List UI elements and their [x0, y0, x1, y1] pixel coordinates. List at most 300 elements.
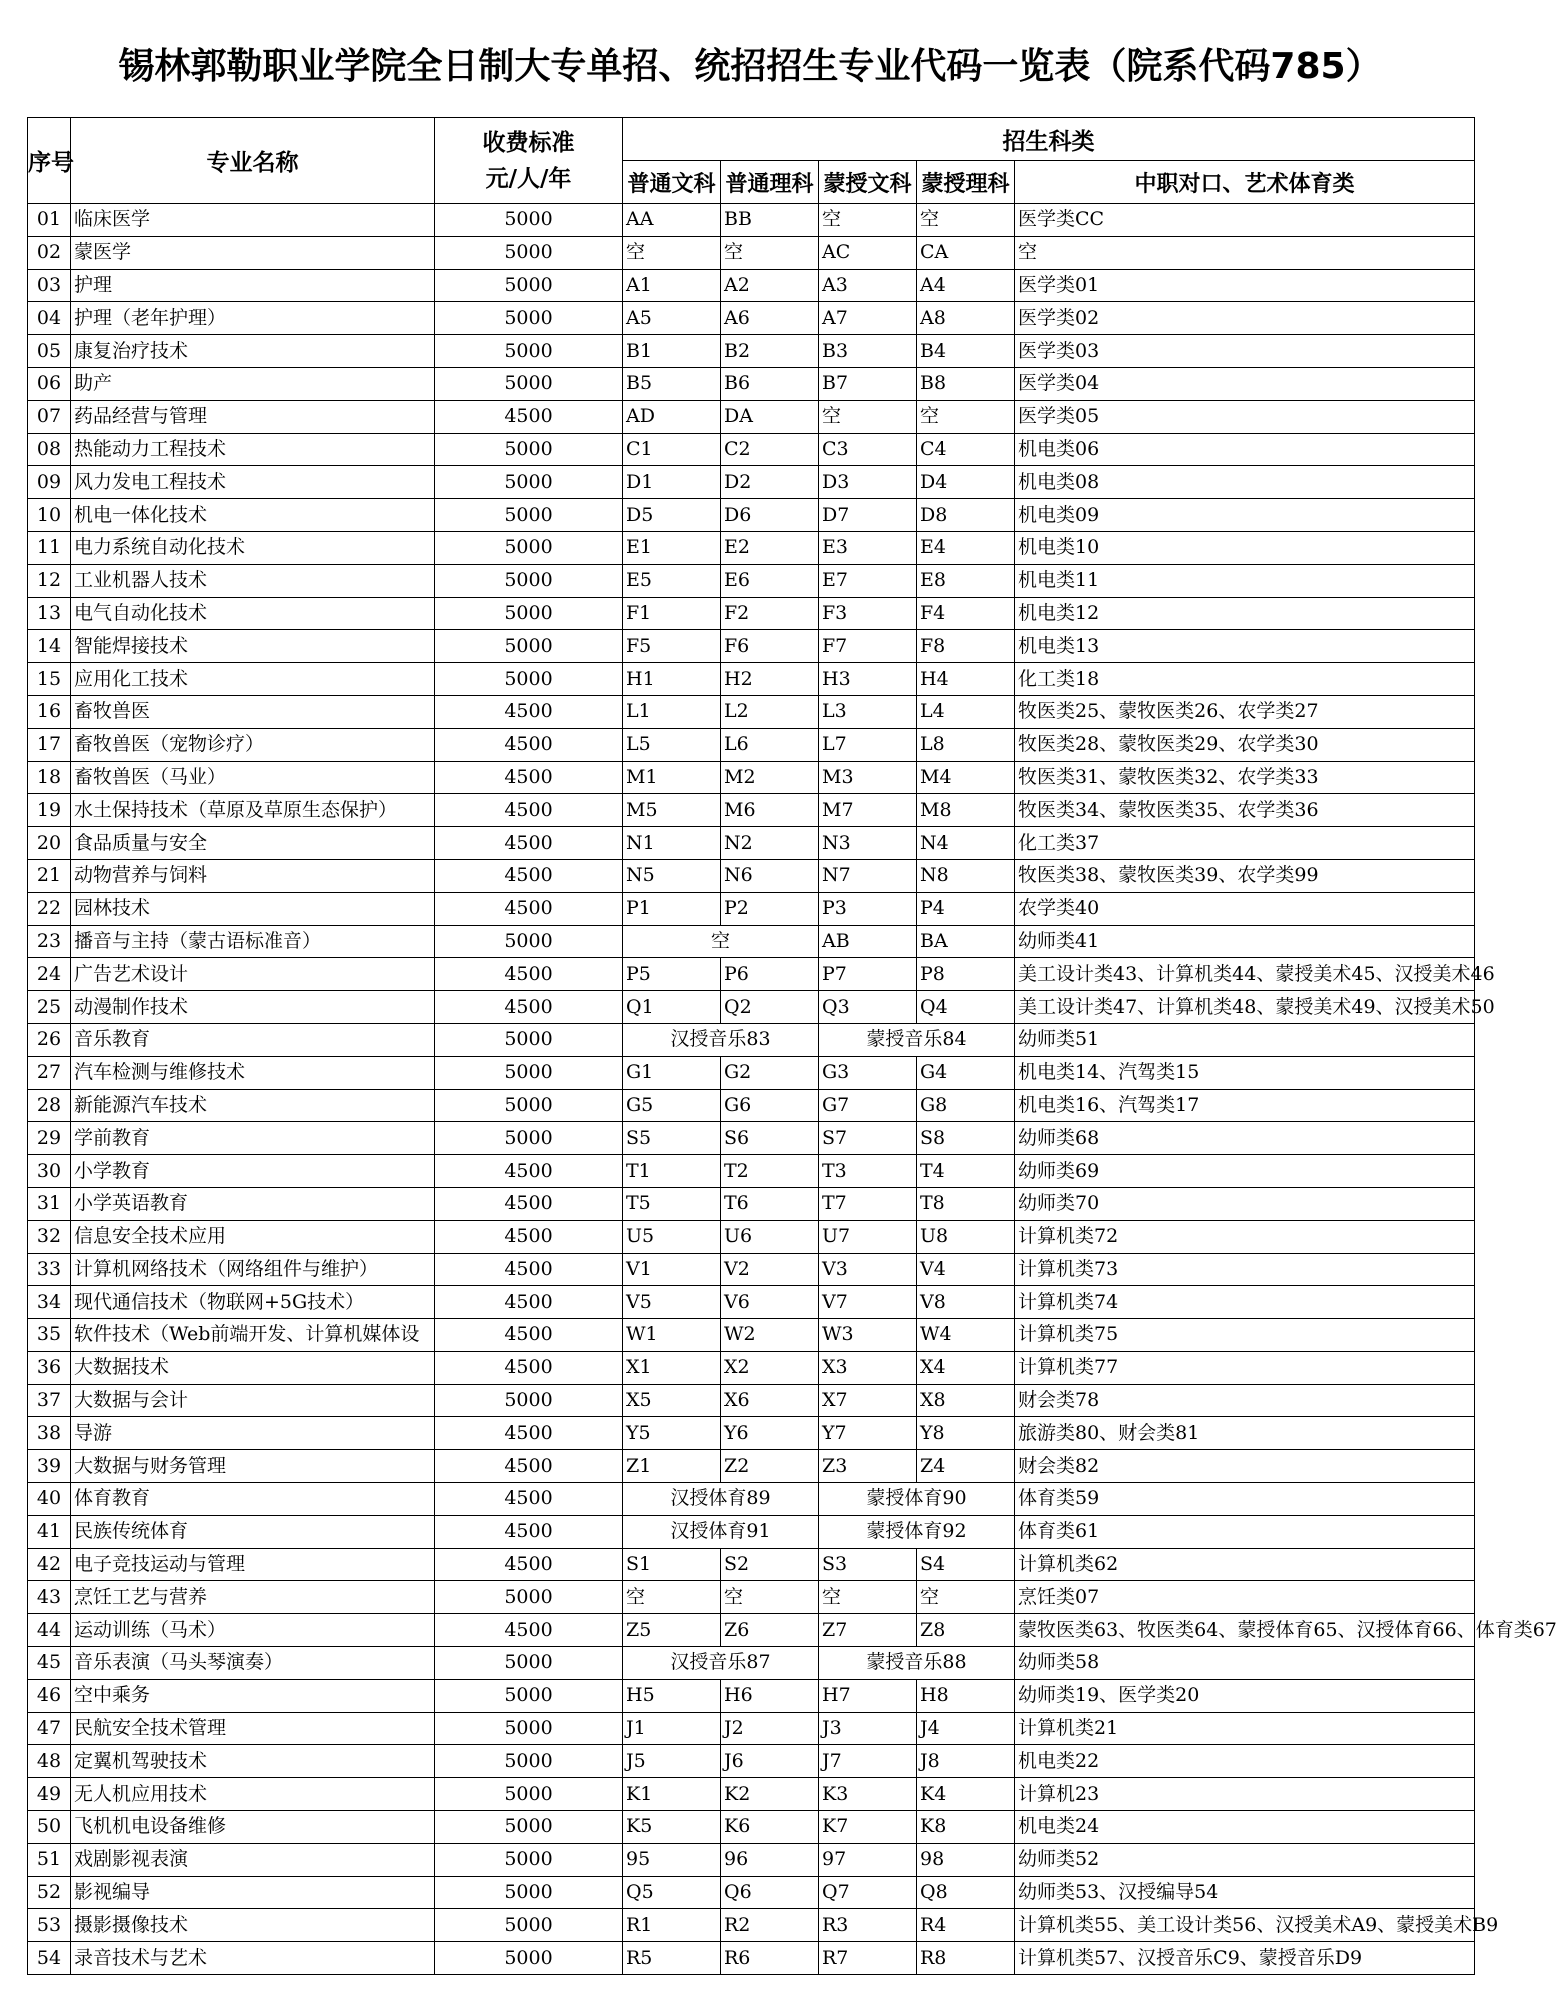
general-liberal-arts-code-cell: S5 [623, 1122, 721, 1155]
table-row [28, 204, 1475, 237]
mongolian-liberal-arts-code-cell: L7 [819, 728, 917, 761]
fee-cell: 5000 [435, 1778, 623, 1811]
mongolian-science-code-cell: 98 [917, 1843, 1015, 1876]
mongolian-science-code-cell: L8 [917, 728, 1015, 761]
mongolian-liberal-arts-code-cell: C3 [819, 433, 917, 466]
general-science-code-cell: BB [721, 204, 819, 237]
mongolian-science-code-cell: S4 [917, 1548, 1015, 1581]
general-science-code-cell: D6 [721, 499, 819, 532]
fee-cell: 5000 [435, 597, 623, 630]
table-row [28, 1811, 1475, 1844]
serial-number-cell: 07 [28, 400, 71, 433]
vocational-arts-sports-code-cell: 体育类59 [1015, 1483, 1475, 1516]
serial-number-cell: 31 [28, 1187, 71, 1220]
fee-cell: 5000 [435, 367, 623, 400]
table-row [28, 630, 1475, 663]
fee-cell: 4500 [435, 1220, 623, 1253]
general-science-code-cell: T2 [721, 1155, 819, 1188]
fee-cell: 5000 [435, 1745, 623, 1778]
header-serial-number: 序号 [28, 118, 71, 204]
vocational-arts-sports-code-cell: 化工类37 [1015, 827, 1475, 860]
fee-cell: 5000 [435, 1089, 623, 1122]
general-liberal-arts-code-cell: K5 [623, 1811, 721, 1844]
vocational-arts-sports-code-cell: 幼师类68 [1015, 1122, 1475, 1155]
general-liberal-arts-code-cell: W1 [623, 1319, 721, 1352]
general-liberal-arts-code-cell: H1 [623, 663, 721, 696]
fee-cell: 4500 [435, 794, 623, 827]
table-row [28, 466, 1475, 499]
serial-number-cell: 52 [28, 1876, 71, 1909]
mongolian-liberal-arts-code-cell: AC [819, 236, 917, 269]
fee-cell: 5000 [435, 1679, 623, 1712]
mongolian-science-code-cell: M8 [917, 794, 1015, 827]
table-row [28, 564, 1475, 597]
serial-number-cell: 06 [28, 367, 71, 400]
general-liberal-arts-code-cell: K1 [623, 1778, 721, 1811]
major-name-cell: 护理（老年护理） [71, 302, 435, 335]
mongolian-science-code-cell: 空 [917, 400, 1015, 433]
general-science-code-cell: C2 [721, 433, 819, 466]
serial-number-cell: 45 [28, 1647, 71, 1680]
major-name-cell: 戏剧影视表演 [71, 1843, 435, 1876]
vocational-arts-sports-code-cell: 医学类05 [1015, 400, 1475, 433]
general-science-code-cell: B6 [721, 367, 819, 400]
serial-number-cell: 16 [28, 695, 71, 728]
vocational-arts-sports-code-cell: 化工类18 [1015, 663, 1475, 696]
general-liberal-arts-code-cell: R1 [623, 1909, 721, 1942]
table-row [28, 1122, 1475, 1155]
table-row [28, 1089, 1475, 1122]
general-science-code-cell: A2 [721, 269, 819, 302]
vocational-arts-sports-code-cell: 机电类09 [1015, 499, 1475, 532]
serial-number-cell: 43 [28, 1581, 71, 1614]
serial-number-cell: 29 [28, 1122, 71, 1155]
table-row [28, 1843, 1475, 1876]
serial-number-cell: 26 [28, 1023, 71, 1056]
serial-number-cell: 08 [28, 433, 71, 466]
general-science-code-cell: G2 [721, 1056, 819, 1089]
fee-cell: 4500 [435, 958, 623, 991]
mongolian-liberal-arts-code-cell: F7 [819, 630, 917, 663]
mongolian-science-code-cell: D8 [917, 499, 1015, 532]
mongolian-science-code-cell: P8 [917, 958, 1015, 991]
serial-number-cell: 30 [28, 1155, 71, 1188]
table-row [28, 695, 1475, 728]
mongolian-liberal-arts-code-cell: E7 [819, 564, 917, 597]
serial-number-cell: 10 [28, 499, 71, 532]
table-row [28, 335, 1475, 368]
vocational-arts-sports-code-cell: 幼师类51 [1015, 1023, 1475, 1056]
fee-cell: 4500 [435, 1614, 623, 1647]
vocational-arts-sports-code-cell: 机电类13 [1015, 630, 1475, 663]
mongolian-science-code-cell: E8 [917, 564, 1015, 597]
serial-number-cell: 20 [28, 827, 71, 860]
table-row [28, 1745, 1475, 1778]
major-name-cell: 学前教育 [71, 1122, 435, 1155]
vocational-arts-sports-code-cell: 机电类16、汽驾类17 [1015, 1089, 1475, 1122]
serial-number-cell: 04 [28, 302, 71, 335]
mongolian-liberal-arts-code-cell: S3 [819, 1548, 917, 1581]
mongolian-science-code-cell: S8 [917, 1122, 1015, 1155]
serial-number-cell: 14 [28, 630, 71, 663]
table-row [28, 269, 1475, 302]
fee-cell: 5000 [435, 204, 623, 237]
serial-number-cell: 41 [28, 1515, 71, 1548]
fee-cell: 4500 [435, 1253, 623, 1286]
table-row [28, 1909, 1475, 1942]
major-name-cell: 运动训练（马术） [71, 1614, 435, 1647]
major-code-table [27, 117, 1557, 1975]
mongolian-liberal-arts-code-cell: A3 [819, 269, 917, 302]
mongolian-liberal-arts-code-cell: P7 [819, 958, 917, 991]
general-merged-cell: 汉授体育91 [623, 1515, 819, 1548]
major-name-cell: 热能动力工程技术 [71, 433, 435, 466]
mongolian-liberal-arts-code-cell: R3 [819, 1909, 917, 1942]
fee-cell: 5000 [435, 564, 623, 597]
serial-number-cell: 38 [28, 1417, 71, 1450]
general-liberal-arts-code-cell: J1 [623, 1712, 721, 1745]
header-major-name: 专业名称 [71, 118, 435, 204]
general-liberal-arts-code-cell: D5 [623, 499, 721, 532]
serial-number-cell: 50 [28, 1811, 71, 1844]
mongolian-liberal-arts-code-cell: 97 [819, 1843, 917, 1876]
table-row [28, 1679, 1475, 1712]
table-row [28, 1483, 1475, 1516]
mongolian-science-code-cell: B8 [917, 367, 1015, 400]
general-science-code-cell: L2 [721, 695, 819, 728]
mongolian-liberal-arts-code-cell: W3 [819, 1319, 917, 1352]
table-row [28, 1351, 1475, 1384]
mongolian-liberal-arts-code-cell: D7 [819, 499, 917, 532]
mongolian-science-code-cell: 空 [917, 204, 1015, 237]
table-row [28, 433, 1475, 466]
mongolian-liberal-arts-code-cell: S7 [819, 1122, 917, 1155]
vocational-arts-sports-code-cell: 幼师类19、医学类20 [1015, 1679, 1475, 1712]
general-liberal-arts-code-cell: Z1 [623, 1450, 721, 1483]
table-row [28, 728, 1475, 761]
general-liberal-arts-code-cell: S1 [623, 1548, 721, 1581]
general-merged-cell: 汉授音乐83 [623, 1023, 819, 1056]
general-science-code-cell: N2 [721, 827, 819, 860]
major-name-cell: 食品质量与安全 [71, 827, 435, 860]
general-liberal-arts-code-cell: T5 [623, 1187, 721, 1220]
vocational-arts-sports-code-cell: 计算机类74 [1015, 1286, 1475, 1319]
mongolian-science-code-cell: W4 [917, 1319, 1015, 1352]
major-name-cell: 电气自动化技术 [71, 597, 435, 630]
vocational-arts-sports-code-cell: 牧医类25、蒙牧医类26、农学类27 [1015, 695, 1475, 728]
vocational-arts-sports-code-cell: 幼师类41 [1015, 925, 1475, 958]
general-merged-cell: 空 [623, 925, 819, 958]
general-merged-cell: 汉授音乐87 [623, 1647, 819, 1680]
major-name-cell: 助产 [71, 367, 435, 400]
vocational-arts-sports-code-cell: 幼师类69 [1015, 1155, 1475, 1188]
major-name-cell: 民航安全技术管理 [71, 1712, 435, 1745]
major-name-cell: 音乐教育 [71, 1023, 435, 1056]
mongolian-science-code-cell: U8 [917, 1220, 1015, 1253]
major-name-cell: 信息安全技术应用 [71, 1220, 435, 1253]
table-row [28, 1450, 1475, 1483]
mongolian-liberal-arts-code-cell: Q7 [819, 1876, 917, 1909]
table-row [28, 1712, 1475, 1745]
vocational-arts-sports-code-cell: 体育类61 [1015, 1515, 1475, 1548]
mongolian-science-code-cell: Y8 [917, 1417, 1015, 1450]
vocational-arts-sports-code-cell: 机电类22 [1015, 1745, 1475, 1778]
mongolian-science-code-cell: CA [917, 236, 1015, 269]
table-row [28, 1417, 1475, 1450]
major-name-cell: 大数据与财务管理 [71, 1450, 435, 1483]
serial-number-cell: 36 [28, 1351, 71, 1384]
general-science-code-cell: 空 [721, 236, 819, 269]
vocational-arts-sports-code-cell: 机电类14、汽驾类15 [1015, 1056, 1475, 1089]
major-name-cell: 无人机应用技术 [71, 1778, 435, 1811]
vocational-arts-sports-code-cell: 医学类CC [1015, 204, 1475, 237]
vocational-arts-sports-code-cell: 机电类10 [1015, 531, 1475, 564]
major-name-cell: 智能焊接技术 [71, 630, 435, 663]
mongolian-science-code-cell: V4 [917, 1253, 1015, 1286]
fee-cell: 4500 [435, 728, 623, 761]
major-name-cell: 工业机器人技术 [71, 564, 435, 597]
mongolian-liberal-arts-code-cell: F3 [819, 597, 917, 630]
mongolian-liberal-arts-code-cell: K3 [819, 1778, 917, 1811]
mongolian-science-code-cell: E4 [917, 531, 1015, 564]
major-name-cell: 飞机机电设备维修 [71, 1811, 435, 1844]
fee-cell: 5000 [435, 1843, 623, 1876]
vocational-arts-sports-code-cell: 牧医类38、蒙牧医类39、农学类99 [1015, 859, 1475, 892]
mongolian-science-code-cell: A4 [917, 269, 1015, 302]
table-row [28, 892, 1475, 925]
header-mongolian-liberal-arts: 蒙授文科 [819, 161, 917, 204]
general-science-code-cell: J6 [721, 1745, 819, 1778]
table-row [28, 794, 1475, 827]
major-name-cell: 民族传统体育 [71, 1515, 435, 1548]
mongolian-liberal-arts-code-cell: Y7 [819, 1417, 917, 1450]
general-liberal-arts-code-cell: P1 [623, 892, 721, 925]
vocational-arts-sports-code-cell: 计算机23 [1015, 1778, 1475, 1811]
serial-number-cell: 34 [28, 1286, 71, 1319]
general-science-code-cell: M6 [721, 794, 819, 827]
fee-cell: 5000 [435, 1581, 623, 1614]
general-science-code-cell: Z6 [721, 1614, 819, 1647]
general-science-code-cell: A6 [721, 302, 819, 335]
mongolian-science-code-cell: 空 [917, 1581, 1015, 1614]
table-row [28, 1155, 1475, 1188]
fee-cell: 5000 [435, 925, 623, 958]
major-name-cell: 机电一体化技术 [71, 499, 435, 532]
fee-cell: 4500 [435, 892, 623, 925]
mongolian-liberal-arts-code-cell: B7 [819, 367, 917, 400]
general-liberal-arts-code-cell: B5 [623, 367, 721, 400]
serial-number-cell: 54 [28, 1942, 71, 1975]
mongolian-science-code-cell: Q8 [917, 1876, 1015, 1909]
mongolian-liberal-arts-code-cell: Z7 [819, 1614, 917, 1647]
major-name-cell: 园林技术 [71, 892, 435, 925]
major-name-cell: 现代通信技术（物联网+5G技术） [71, 1286, 435, 1319]
fee-cell: 4500 [435, 1548, 623, 1581]
major-name-cell: 畜牧兽医 [71, 695, 435, 728]
general-liberal-arts-code-cell: 空 [623, 236, 721, 269]
serial-number-cell: 35 [28, 1319, 71, 1352]
header-general-liberal-arts: 普通文科 [623, 161, 721, 204]
mongolian-science-code-cell: A8 [917, 302, 1015, 335]
table-row [28, 1023, 1475, 1056]
general-science-code-cell: X6 [721, 1384, 819, 1417]
table-row [28, 499, 1475, 532]
mongolian-science-code-cell: H8 [917, 1679, 1015, 1712]
major-name-cell: 广告艺术设计 [71, 958, 435, 991]
general-science-code-cell: F2 [721, 597, 819, 630]
table-row [28, 1778, 1475, 1811]
general-liberal-arts-code-cell: A1 [623, 269, 721, 302]
header-category-group: 招生科类 [623, 118, 1475, 161]
general-liberal-arts-code-cell: C1 [623, 433, 721, 466]
major-name-cell: 动物营养与饲料 [71, 859, 435, 892]
mongolian-liberal-arts-code-cell: R7 [819, 1942, 917, 1975]
vocational-arts-sports-code-cell: 机电类06 [1015, 433, 1475, 466]
major-name-cell: 音乐表演（马头琴演奏） [71, 1647, 435, 1680]
fee-cell: 4500 [435, 1483, 623, 1516]
mongolian-liberal-arts-code-cell: D3 [819, 466, 917, 499]
general-liberal-arts-code-cell: Z5 [623, 1614, 721, 1647]
serial-number-cell: 02 [28, 236, 71, 269]
fee-cell: 5000 [435, 1712, 623, 1745]
mongolian-liberal-arts-code-cell: AB [819, 925, 917, 958]
general-liberal-arts-code-cell: E1 [623, 531, 721, 564]
major-name-cell: 空中乘务 [71, 1679, 435, 1712]
mongolian-science-code-cell: P4 [917, 892, 1015, 925]
serial-number-cell: 47 [28, 1712, 71, 1745]
vocational-arts-sports-code-cell: 牧医类31、蒙牧医类32、农学类33 [1015, 761, 1475, 794]
general-science-code-cell: 空 [721, 1581, 819, 1614]
general-liberal-arts-code-cell: M5 [623, 794, 721, 827]
fee-cell: 5000 [435, 499, 623, 532]
table-row [28, 1942, 1475, 1975]
general-science-code-cell: H2 [721, 663, 819, 696]
vocational-arts-sports-code-cell: 财会类78 [1015, 1384, 1475, 1417]
general-liberal-arts-code-cell: M1 [623, 761, 721, 794]
fee-cell: 5000 [435, 433, 623, 466]
mongolian-liberal-arts-code-cell: X7 [819, 1384, 917, 1417]
vocational-arts-sports-code-cell: 机电类24 [1015, 1811, 1475, 1844]
serial-number-cell: 51 [28, 1843, 71, 1876]
mongolian-science-code-cell: Z4 [917, 1450, 1015, 1483]
mongolian-liberal-arts-code-cell: K7 [819, 1811, 917, 1844]
mongolian-liberal-arts-code-cell: M3 [819, 761, 917, 794]
mongolian-liberal-arts-code-cell: N7 [819, 859, 917, 892]
vocational-arts-sports-code-cell: 机电类11 [1015, 564, 1475, 597]
general-liberal-arts-code-cell: L1 [623, 695, 721, 728]
major-name-cell: 影视编导 [71, 1876, 435, 1909]
mongolian-liberal-arts-code-cell: T7 [819, 1187, 917, 1220]
serial-number-cell: 28 [28, 1089, 71, 1122]
fee-cell: 5000 [435, 269, 623, 302]
vocational-arts-sports-code-cell: 计算机类75 [1015, 1319, 1475, 1352]
fee-cell: 5000 [435, 302, 623, 335]
mongolian-science-code-cell: F8 [917, 630, 1015, 663]
general-liberal-arts-code-cell: Y5 [623, 1417, 721, 1450]
general-science-code-cell: E2 [721, 531, 819, 564]
mongolian-liberal-arts-code-cell: A7 [819, 302, 917, 335]
major-name-cell: 应用化工技术 [71, 663, 435, 696]
serial-number-cell: 33 [28, 1253, 71, 1286]
table-body [28, 204, 1557, 1975]
major-name-cell: 小学教育 [71, 1155, 435, 1188]
table-row [28, 925, 1475, 958]
table-row [28, 1286, 1475, 1319]
mongolian-science-code-cell: K8 [917, 1811, 1015, 1844]
serial-number-cell: 37 [28, 1384, 71, 1417]
general-science-code-cell: 96 [721, 1843, 819, 1876]
major-name-cell: 导游 [71, 1417, 435, 1450]
fee-cell: 5000 [435, 531, 623, 564]
general-science-code-cell: E6 [721, 564, 819, 597]
fee-cell: 4500 [435, 1286, 623, 1319]
fee-cell: 4500 [435, 695, 623, 728]
major-name-cell: 临床医学 [71, 204, 435, 237]
major-name-cell: 摄影摄像技术 [71, 1909, 435, 1942]
table-row [28, 1548, 1475, 1581]
major-name-cell: 大数据技术 [71, 1351, 435, 1384]
mongolian-liberal-arts-code-cell: G3 [819, 1056, 917, 1089]
vocational-arts-sports-code-cell: 医学类04 [1015, 367, 1475, 400]
table-row [28, 531, 1475, 564]
general-science-code-cell: G6 [721, 1089, 819, 1122]
general-liberal-arts-code-cell: P5 [623, 958, 721, 991]
general-liberal-arts-code-cell: U5 [623, 1220, 721, 1253]
general-science-code-cell: P6 [721, 958, 819, 991]
mongolian-science-code-cell: V8 [917, 1286, 1015, 1319]
serial-number-cell: 15 [28, 663, 71, 696]
vocational-arts-sports-code-cell: 幼师类58 [1015, 1647, 1475, 1680]
table-row [28, 1581, 1475, 1614]
vocational-arts-sports-code-cell: 幼师类70 [1015, 1187, 1475, 1220]
general-science-code-cell: L6 [721, 728, 819, 761]
mongolian-science-code-cell: T8 [917, 1187, 1015, 1220]
table-row [28, 1253, 1475, 1286]
major-name-cell: 小学英语教育 [71, 1187, 435, 1220]
general-liberal-arts-code-cell: F1 [623, 597, 721, 630]
mongolian-liberal-arts-code-cell: V7 [819, 1286, 917, 1319]
general-science-code-cell: P2 [721, 892, 819, 925]
major-name-cell: 护理 [71, 269, 435, 302]
vocational-arts-sports-code-cell: 计算机类57、汉授音乐C9、蒙授音乐D9 [1015, 1942, 1475, 1975]
fee-cell: 5000 [435, 1023, 623, 1056]
general-science-code-cell: F6 [721, 630, 819, 663]
general-liberal-arts-code-cell: F5 [623, 630, 721, 663]
fee-cell: 4500 [435, 761, 623, 794]
fee-cell: 4500 [435, 1155, 623, 1188]
major-name-cell: 康复治疗技术 [71, 335, 435, 368]
mongolian-liberal-arts-code-cell: L3 [819, 695, 917, 728]
table-row [28, 1876, 1475, 1909]
mongolian-science-code-cell: G4 [917, 1056, 1015, 1089]
serial-number-cell: 27 [28, 1056, 71, 1089]
mongolian-liberal-arts-code-cell: H7 [819, 1679, 917, 1712]
fee-cell: 5000 [435, 1122, 623, 1155]
vocational-arts-sports-code-cell: 烹饪类07 [1015, 1581, 1475, 1614]
major-name-cell: 蒙医学 [71, 236, 435, 269]
serial-number-cell: 09 [28, 466, 71, 499]
serial-number-cell: 05 [28, 335, 71, 368]
table-row [28, 1319, 1475, 1352]
major-name-cell: 播音与主持（蒙古语标准音） [71, 925, 435, 958]
fee-cell: 4500 [435, 859, 623, 892]
table-row [28, 1384, 1475, 1417]
serial-number-cell: 17 [28, 728, 71, 761]
serial-number-cell: 01 [28, 204, 71, 237]
fee-cell: 5000 [435, 1876, 623, 1909]
fee-cell: 5000 [435, 630, 623, 663]
serial-number-cell: 11 [28, 531, 71, 564]
